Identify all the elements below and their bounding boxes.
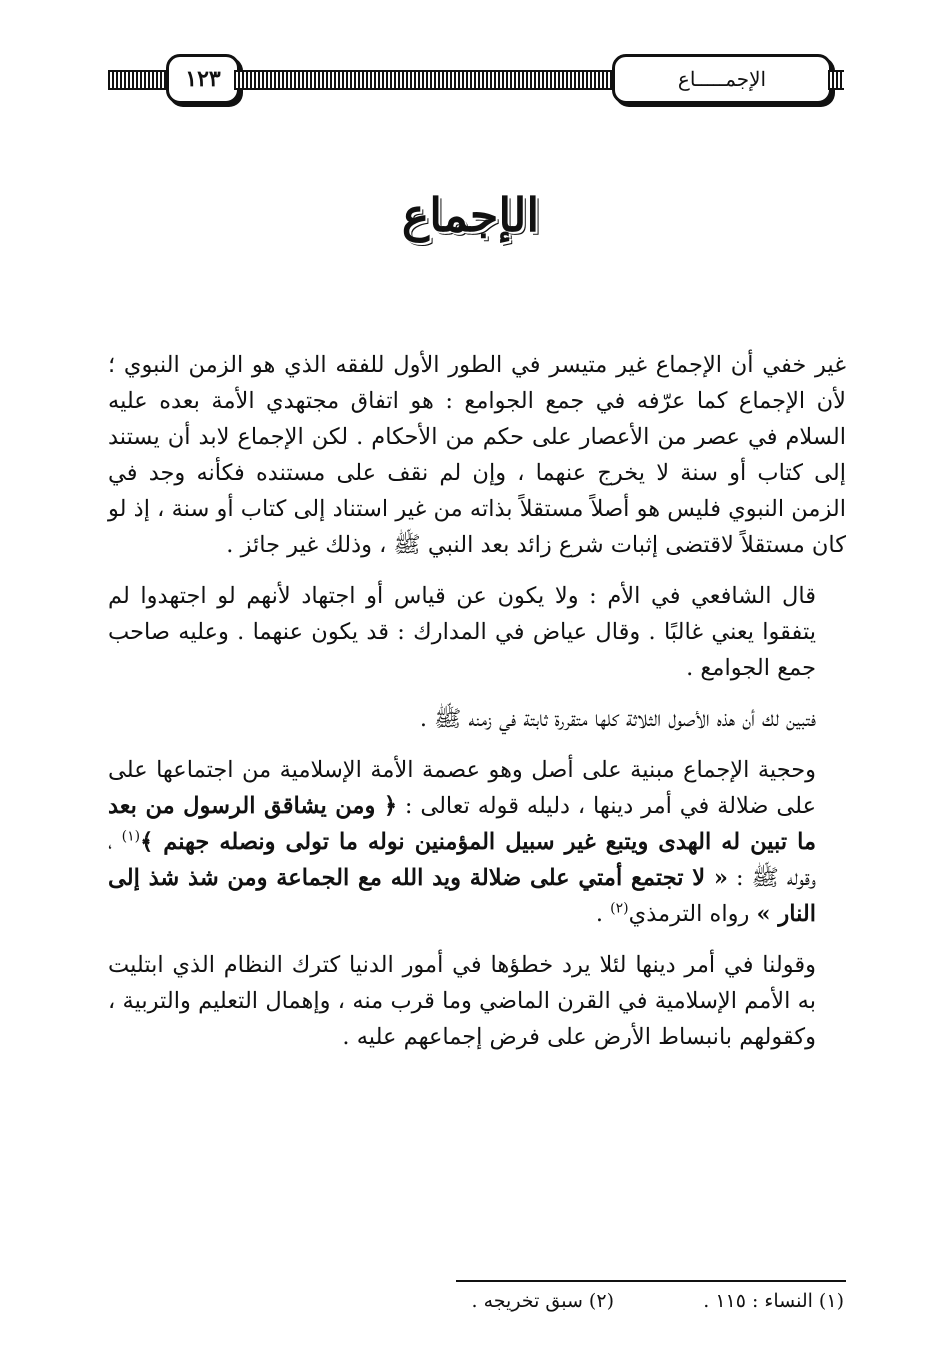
footnote-1: (١) النساء : ١١٥ . <box>703 1290 844 1312</box>
paragraph-3: فتبين لك أن هذه الأصول الثلاثة كلها متقررة ثابتة في زمنه ﷺ . <box>419 706 816 732</box>
header-ornament-left <box>108 70 166 90</box>
paragraph-5: وقولنا في أمر دينها لئلا يرد خطؤها في أمور الدنيا كترك النظام الذي ابتليت به الأمم الإسلامية في القرن الماضي وما قرب منه ، وإهمال التعليم والتربية ، وكقولهم بانبساط الأرض على فرض إجماعهم عليه . <box>108 952 816 1050</box>
header-ornament-middle <box>234 70 612 90</box>
running-title: الإجمـــــاع <box>612 54 832 104</box>
footnote-ref-2: (٢) <box>610 900 629 917</box>
running-header <box>108 52 844 104</box>
chapter-title: الإجماع <box>401 188 540 242</box>
footnote-2: (٢) سبق تخريجه . <box>471 1290 614 1312</box>
header-ornament-right <box>828 70 844 90</box>
paragraph-4 <box>108 752 846 932</box>
footnote-divider <box>456 1280 846 1282</box>
paragraph-4-source: رواه الترمذي <box>628 901 750 927</box>
paragraph-4-connector: ، وقوله ﷺ : <box>108 829 816 891</box>
paragraph-4-intro: وحجية الإجماع مبنية على أصل وهو عصمة الأمة الإسلامية من اجتماعها على على ضلالة في أمر دينها ، دليله قوله تعالى : <box>108 757 817 819</box>
paragraph-2: قال الشافعي في الأم : ولا يكون عن قياس أو اجتهاد لأنهم لو اجتهدوا لم يتفقوا يعني غالبًا . وقال عياض في المدارك : قد يكون عنهما . وعليه صاحب جمع الجوامع . <box>108 583 816 681</box>
quran-verse: ﴿ ومن يشاقق الرسول من بعد ما تبين له الهدى ويتبع غير سبيل المؤمنين نوله ما تولى ونصله جهنم ﴾ <box>108 793 817 855</box>
paragraph-4-end: . <box>595 901 603 927</box>
footnote-ref-1: (١) <box>121 828 141 845</box>
hadith-text: « لا تجتمع أمتي على ضلالة ويد الله مع الجماعة ومن شذ شذ إلى النار » <box>108 865 816 927</box>
body-text <box>108 347 846 1070</box>
page-number: ١٢٣ <box>166 54 240 104</box>
paragraph-1: غير خفي أن الإجماع غير متيسر في الطور الأول للفقه الذي هو الزمن النبوي ؛ لأن الإجماع كما عرّفه في جمع الجوامع : هو اتفاق مجتهدي الأمة بعده عليه السلام في عصر من الأعصار على حكم من الأحكام . لكن الإجماع لابد أن يستند إلى كتاب أو سنة لا يخرج عنهما ، وإن لم نقف على مستنده فكأنه وجد في الزمن النبوي فليس هو أصلاً مستقلاً بذاته من غير استناد إلى كتاب أو سنة ، إذ لو كان مستقلاً لاقتضى إثبات شرع زائد بعد النبي ﷺ ، وذلك غير جائز . <box>108 352 846 558</box>
